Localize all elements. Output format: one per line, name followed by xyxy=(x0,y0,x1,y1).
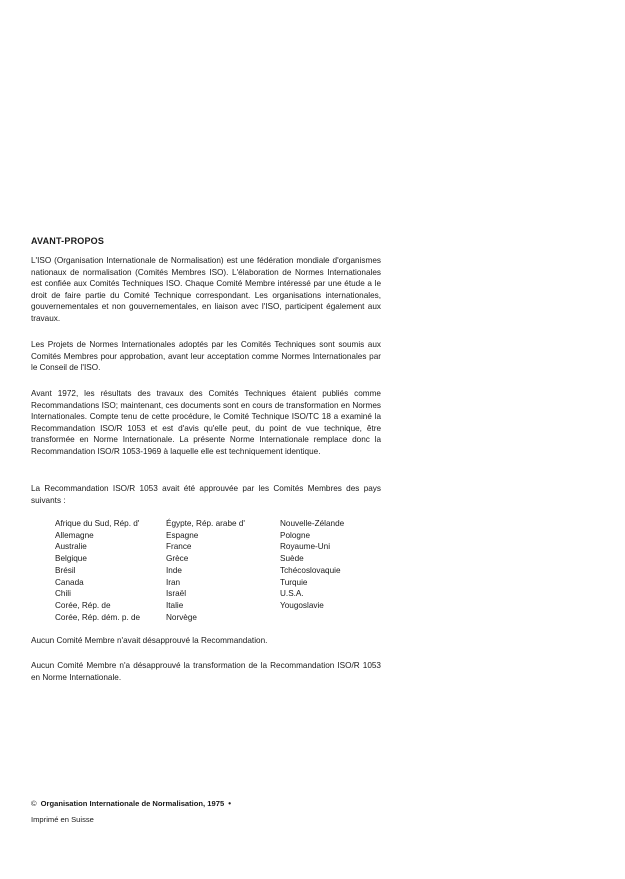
country-item: Brésil xyxy=(55,565,76,575)
country-item: Espagne xyxy=(166,530,199,540)
country-item: Tchécoslovaquie xyxy=(280,565,341,575)
country-item: Yougoslavie xyxy=(280,600,324,610)
paragraph-history: Avant 1972, les résultats des travaux des Comités Techniques étaient publiés comme Recommandations ISO; maintenant, ces documents sont en cours de transformation en Normes Internationales. Compte tenu de cette procédure, le Comité Technique ISO/TC 18 a examiné la Recommandation ISO/R 1053 et est d'avis qu'elle peut, du point de vue technique, être transformée en Norme Internationale. La présente Norme Internationale remplace donc la Recommandation ISO/R 1053-1969 à laquelle elle est techniquement identique. xyxy=(31,389,381,456)
country-item: Pologne xyxy=(280,530,311,540)
country-list-column-2 xyxy=(166,518,245,623)
paragraph-draft-standards: Les Projets de Normes Internationales adoptés par les Comités Techniques sont soumis aux Comités Membres pour approbation, avant leur acceptation comme Normes Internationales par le Conseil de l'ISO. xyxy=(31,340,381,373)
country-list-column-3 xyxy=(280,518,344,612)
country-item: Canada xyxy=(55,577,84,587)
copyright-text: Organisation Internationale de Normalisation, 1975 xyxy=(40,799,225,808)
country-item: Royaume-Uni xyxy=(280,542,331,552)
country-item: Norvège xyxy=(166,612,197,622)
country-item: France xyxy=(166,542,192,552)
country-item: Allemagne xyxy=(55,530,94,540)
country-item: Italie xyxy=(166,600,184,610)
paragraph-approval: La Recommandation ISO/R 1053 avait été approuvée par les Comités Membres des pays suivants : xyxy=(31,484,381,505)
copyright-symbol: © xyxy=(31,799,37,808)
country-item: U.S.A. xyxy=(280,589,304,599)
paragraph-no-disapproval-recommendation: Aucun Comité Membre n'avait désapprouvé la Recommandation. xyxy=(31,636,268,645)
country-list-column-1 xyxy=(55,518,140,623)
country-item: Grèce xyxy=(166,554,189,564)
bullet-mark: • xyxy=(228,799,231,808)
paragraph-no-disapproval-transformation: Aucun Comité Membre n'a désapprouvé la transformation de la Recommandation ISO/R 1053 en Norme Internationale. xyxy=(31,661,381,682)
country-item: Australie xyxy=(55,542,87,552)
paragraph-iso-intro: L'ISO (Organisation Internationale de Normalisation) est une fédération mondiale d'organismes nationaux de normalisation (Comités Membres ISO). L'élaboration de Normes Internationales est confiée aux Comités Techniques ISO. Chaque Comité Membre intéressé par une étude a le droit de faire partie du Comité Technique correspondant. Les organisations internationales, gouvernementales et non gouvernementales, en liaison avec l'ISO, participent également aux travaux. xyxy=(31,256,381,323)
section-heading: AVANT-PROPOS xyxy=(31,236,105,246)
country-item: Corée, Rép. de xyxy=(55,600,111,610)
country-item: Inde xyxy=(166,565,182,575)
country-item: Iran xyxy=(166,577,181,587)
copyright-line xyxy=(31,799,231,808)
country-item: Afrique du Sud, Rép. d' xyxy=(55,519,140,528)
country-item: Belgique xyxy=(55,554,87,564)
country-item: Turquie xyxy=(280,577,308,587)
printed-in-note: Imprimé en Suisse xyxy=(31,815,94,824)
country-item: Nouvelle-Zélande xyxy=(280,519,345,528)
country-item: Israël xyxy=(166,589,187,599)
country-item: Chili xyxy=(55,589,71,599)
country-item: Suède xyxy=(280,554,304,564)
country-item: Égypte, Rép. arabe d' xyxy=(166,519,245,528)
country-item: Corée, Rép. dém. p. de xyxy=(55,612,141,622)
